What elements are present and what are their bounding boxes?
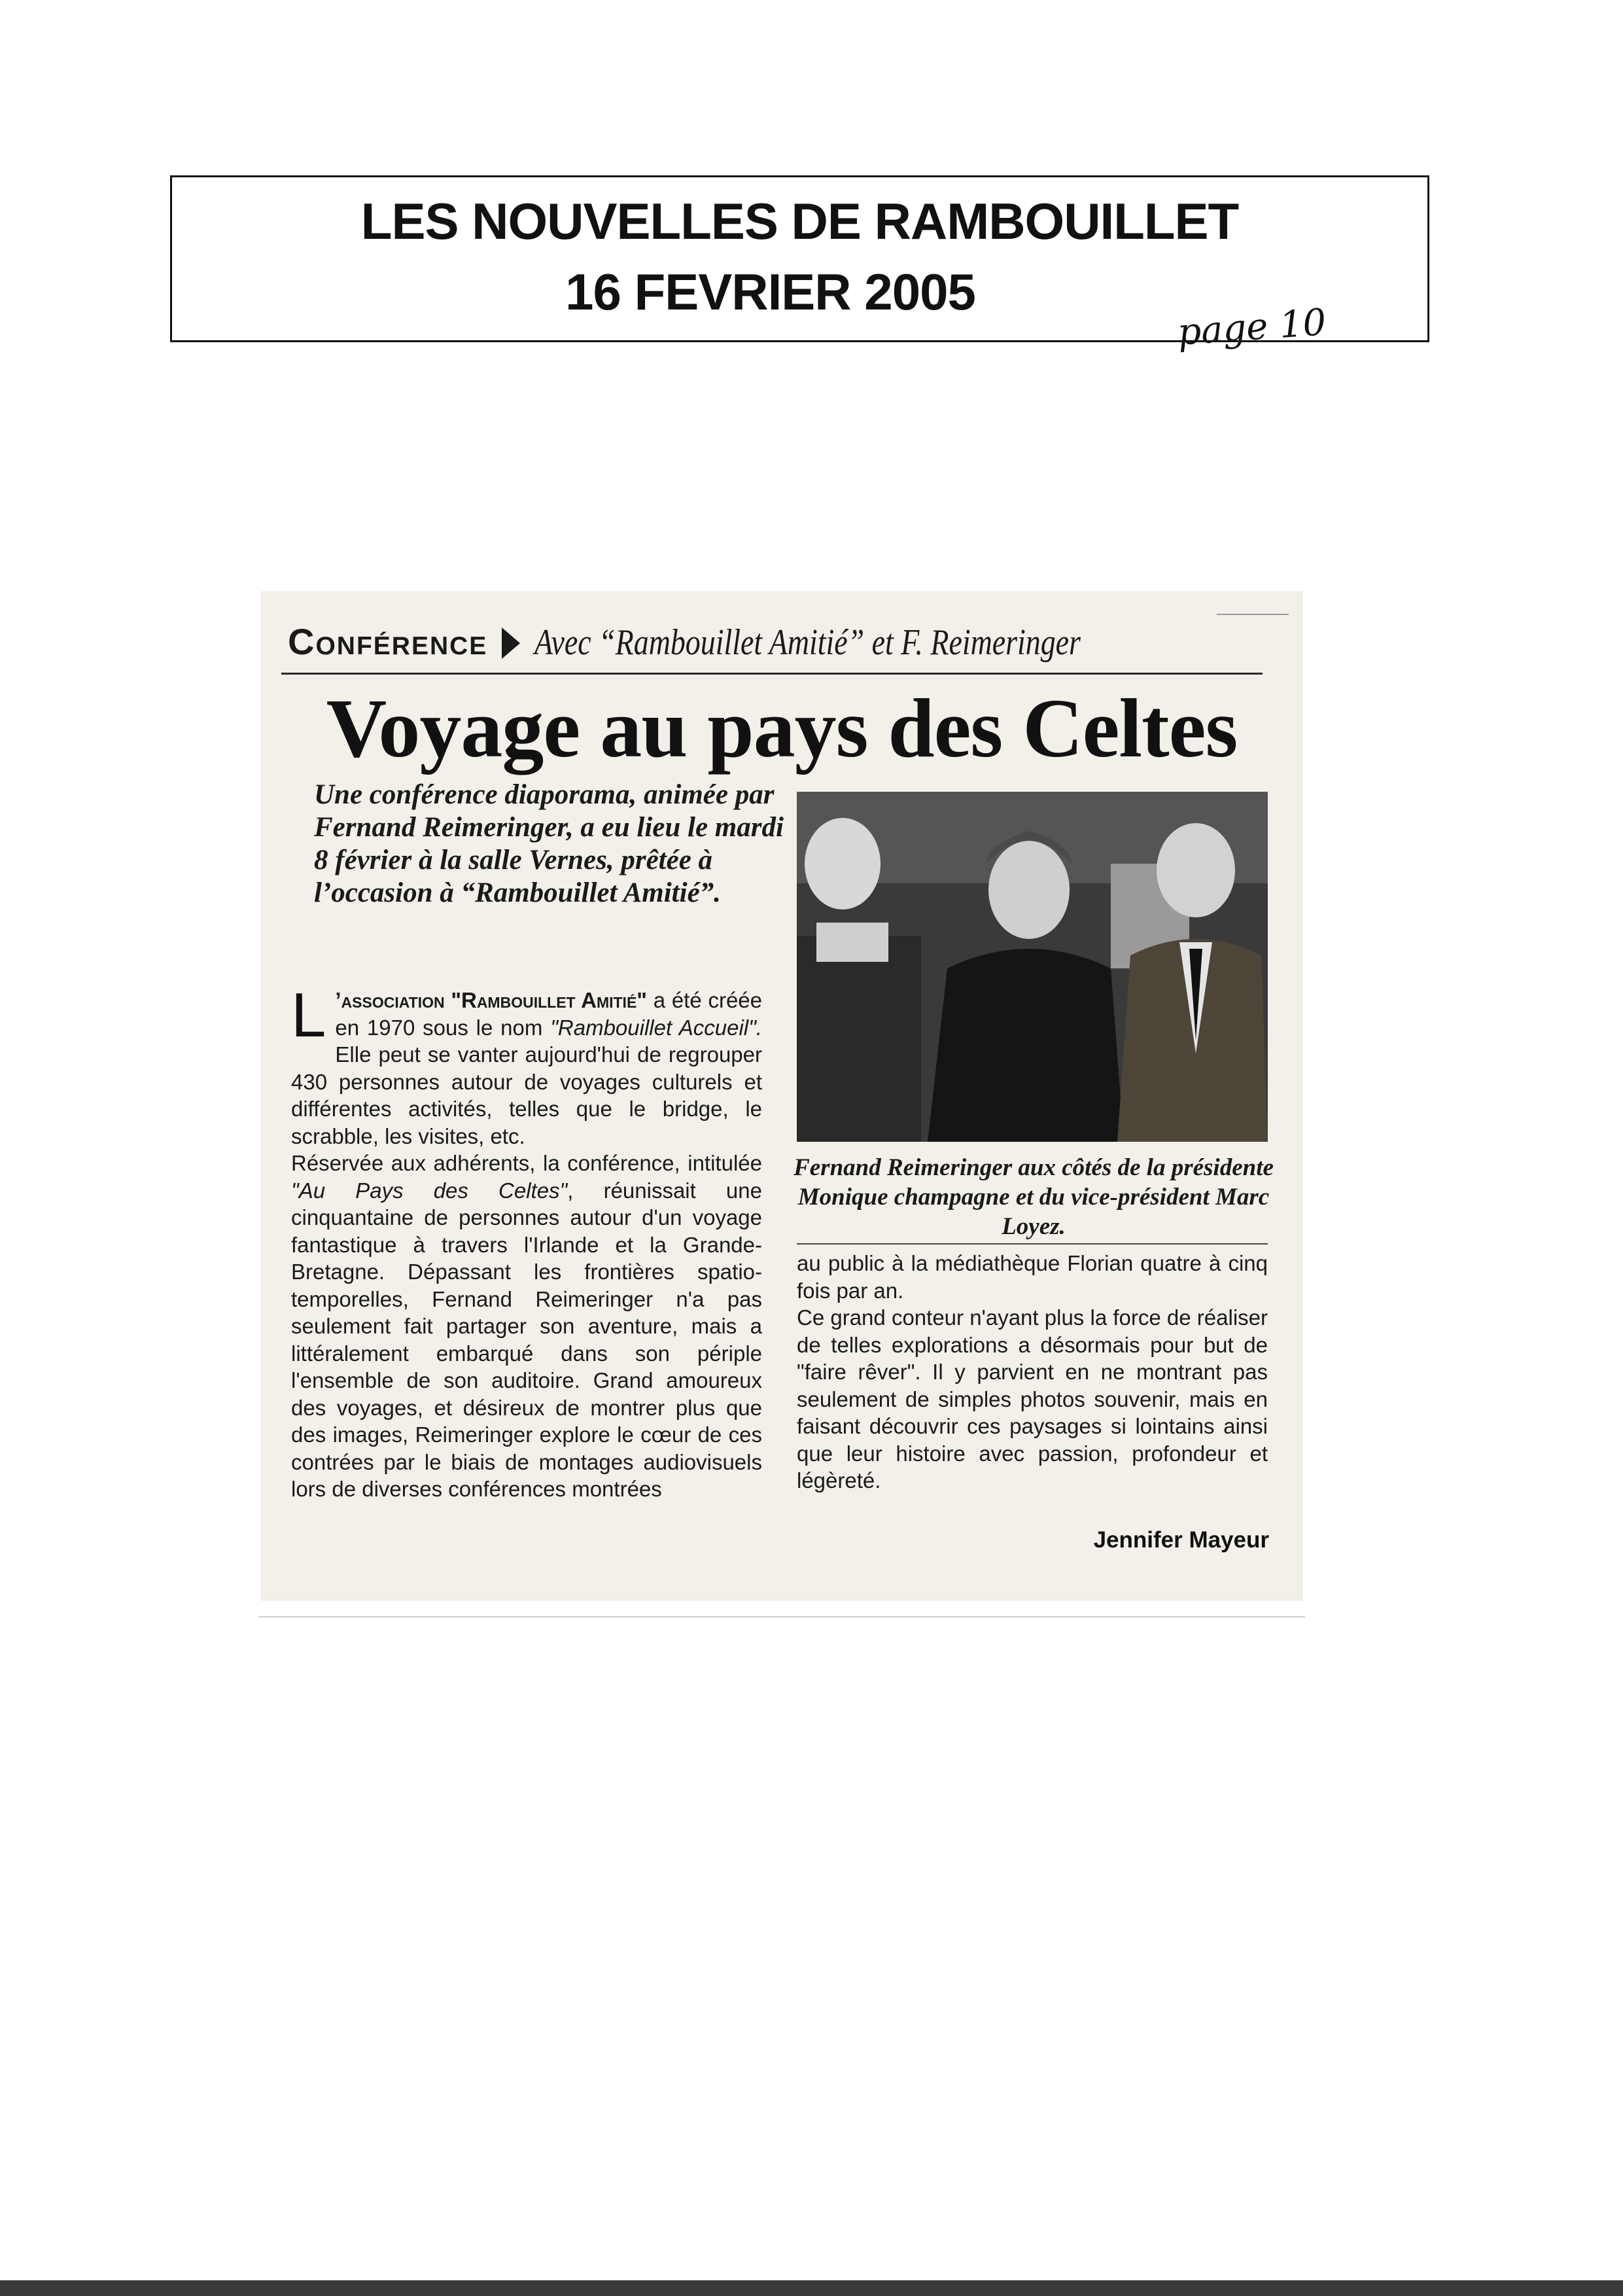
article-headline: Voyage au pays des Celtes [326, 682, 1238, 775]
drop-cap: L [291, 980, 326, 1050]
divider [1217, 614, 1289, 615]
paragraph [291, 980, 763, 1150]
photo-three-people [797, 792, 1268, 1142]
publication-date: 16 FEVRIER 2005 [565, 263, 975, 321]
newspaper-name: LES NOUVELLES DE RAMBOUILLET [360, 192, 1239, 250]
paragraph-text: Elle peut se vanter aujourd'hui de regrouper 430 personnes autour de voyages culturels et différentes activités, telles que le bridge, le scrabble, les visites, etc. [291, 1042, 762, 1148]
article-lede: Une conférence diaporama, animée par Fernand Reimeringer, a eu lieu le mardi 8 février à la salle Vernes, prêtée à l’occasion à “Rambouillet Amitié”. [314, 779, 784, 908]
handwritten-page-note: page 10 [1176, 301, 1328, 354]
article-kicker [288, 620, 1201, 666]
conference-title: "Au Pays des Celtes" [291, 1178, 568, 1203]
divider [258, 1616, 1305, 1617]
paragraph-text: a été créée en 1970 sous le nom [335, 988, 762, 1040]
association-name: ’association "Rambouillet Amitié" [335, 988, 647, 1012]
scan-edge [0, 2280, 1623, 2296]
kicker-label: Conférence [288, 621, 488, 662]
paragraph: Ce grand conteur n'ayant plus la force de réaliser de telles explorations a désormais pour but de "faire rêver". Il y parvient en ne montrant pas seulement de simples photos souvenir, mais en faisant découvrir ces paysages si lointains ainsi que leur histoire avec passion, profondeur et légèreté. [797, 1305, 1268, 1492]
triangle-arrow-icon [502, 627, 520, 659]
author-byline: Jennifer Mayeur [1093, 1527, 1269, 1553]
kicker-subtitle: Avec “Rambouillet Amitié” et F. Reimeringer [534, 622, 1081, 663]
article-body-column-2 [797, 1250, 1268, 1494]
divider [281, 673, 1263, 675]
paragraph-text: , réunissait une cinquantaine de personnes autour d'un voyage fantastique à travers l'Irlande et la Grande-Bretagne. Dépassant les frontières spatio-temporelles, Fernand Reimeringer n'a pas seulement fait partager son aventure, mais a littéralement embarqué dans son périple l'ensemble de son auditoire. Grand amoureux des voyages, et désireux de montrer plus que des images, Reimeringer explore le cœur de ces contrées par le biais de montages audiovisuels lors de diverses conférences montrées [291, 1178, 762, 1501]
paragraph-text: Réservée aux adhérents, la conférence, intitulée [291, 1151, 762, 1175]
paragraph [291, 1150, 762, 1503]
article-photo [797, 792, 1268, 1142]
former-name: "Rambouillet Accueil". [550, 1015, 763, 1040]
divider [797, 1243, 1268, 1245]
paragraph: au public à la médiathèque Florian quatre à cinq fois par an. [797, 1251, 1268, 1303]
article-body-column-1 [291, 980, 763, 1503]
photo-caption: Fernand Reimeringer aux côtés de la présidente Monique champagne et du vice-président Marc Loyez. [794, 1154, 1274, 1240]
